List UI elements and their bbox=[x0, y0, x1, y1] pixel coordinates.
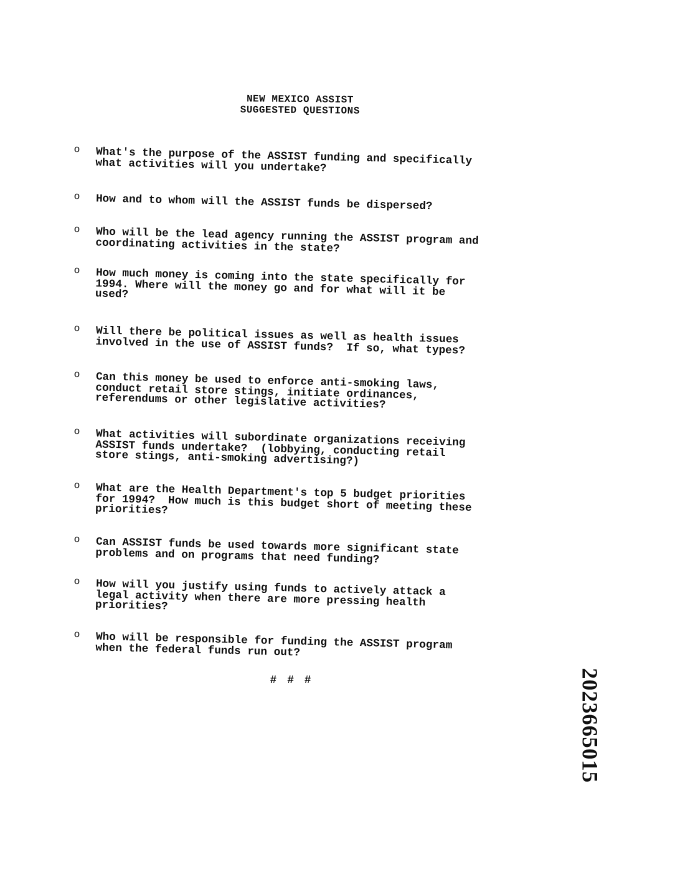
question-text: What activities will subordinate organizations receiving ASSIST funds undertake? (lobbying, conducting retail store stings, anti-smoking advertising?) bbox=[95, 428, 466, 468]
question-text: What are the Health Department's top 5 budget priorities for 1994? How much is this budget short of meeting these priorities? bbox=[95, 482, 472, 518]
bullet-icon: o bbox=[73, 535, 81, 547]
question-item bbox=[73, 429, 524, 482]
question-text: Who will be responsible for funding the ASSIST program when the federal funds run out? bbox=[95, 631, 453, 660]
question-item bbox=[73, 372, 524, 425]
bullet-icon: o bbox=[73, 370, 81, 382]
bullet-icon: o bbox=[73, 481, 81, 493]
question-text: Can ASSIST funds be used towards more significant state problems and on programs that need funding? bbox=[95, 536, 459, 566]
bullet-icon: o bbox=[73, 145, 81, 157]
question-text: Will there be political issues as well as health issues involved in the use of ASSIST funds? If so, what types? bbox=[95, 325, 466, 358]
title-line-1: NEW MEXICO ASSIST bbox=[246, 94, 354, 107]
question-item bbox=[73, 483, 524, 536]
question-text: Who will be the lead agency running the ASSIST program and coordinating activities in the state? bbox=[95, 226, 479, 255]
bullet-icon: o bbox=[73, 225, 81, 237]
question-text: How and to whom will the ASSIST funds be dispersed? bbox=[95, 193, 433, 214]
question-item bbox=[73, 268, 524, 321]
bullet-icon: o bbox=[73, 630, 81, 642]
bullet-icon: o bbox=[73, 427, 81, 439]
question-text: How much money is coming into the state specifically for 1994. Where will the money go and for what will it be used? bbox=[95, 267, 466, 302]
bullet-icon: o bbox=[73, 577, 81, 589]
bullet-icon: o bbox=[73, 266, 81, 278]
end-marks: # # # bbox=[270, 675, 314, 687]
question-item bbox=[73, 147, 524, 200]
document-id: 2023665015 bbox=[577, 668, 603, 783]
question-item bbox=[73, 326, 524, 379]
question-text: What's the purpose of the ASSIST funding and specifically what activities will you undertake? bbox=[95, 146, 473, 175]
question-text: Can this money be used to enforce anti-smoking laws, conduct retail store stings, initiate ordinances, referendums or other legislative activities? bbox=[95, 371, 440, 412]
bullet-icon: o bbox=[73, 192, 81, 204]
question-text: How will you justify using funds to actively attack a legal activity when there are more pressing health priorities? bbox=[95, 578, 446, 614]
bullet-icon: o bbox=[73, 324, 81, 336]
document-title bbox=[200, 94, 400, 118]
title-line-2: SUGGESTED QUESTIONS bbox=[240, 105, 360, 118]
